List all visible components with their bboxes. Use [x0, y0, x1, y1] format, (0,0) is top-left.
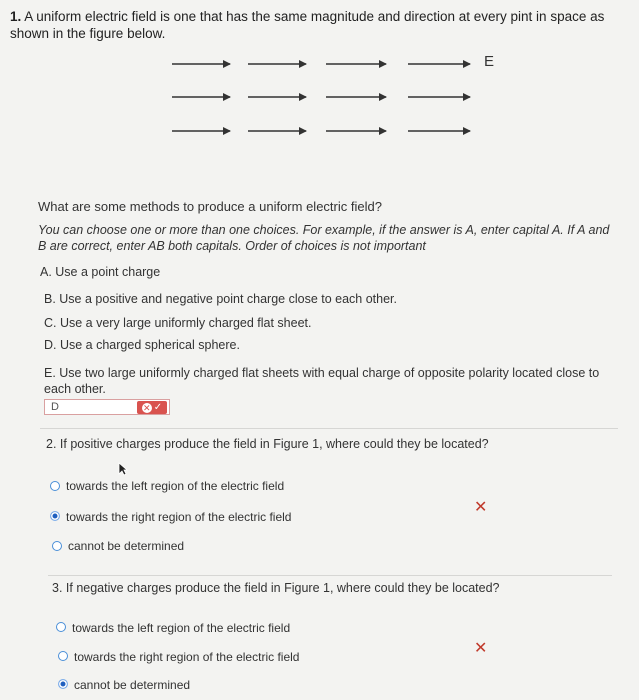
q2-option-undetermined-radio[interactable]	[52, 541, 62, 551]
question-1-number: 1.	[10, 9, 22, 24]
answer-input[interactable]	[44, 399, 170, 415]
q3-option-undetermined-radio[interactable]	[58, 679, 68, 689]
q2-option-right-radio[interactable]	[50, 511, 60, 521]
incorrect-badge	[137, 401, 167, 414]
q3-option-right-radio[interactable]	[58, 651, 68, 661]
answer-value: D	[51, 401, 59, 413]
q2-option-undetermined-label[interactable]: cannot be determined	[68, 539, 185, 553]
choice-b: B. Use a positive and negative point charge close to each other.	[44, 292, 398, 306]
choice-e: E. Use two large uniformly charged flat sheets with equal charge of opposite polarity located close to each other.	[44, 366, 600, 396]
q2-option-right-label[interactable]: towards the right region of the electric field	[66, 510, 292, 524]
question-2-prompt: 2. If positive charges produce the field in Figure 1, where could they be located?	[46, 437, 489, 451]
q3-incorrect-icon: ✕	[474, 640, 488, 657]
q3-option-left-label[interactable]: towards the left region of the electric field	[72, 621, 291, 635]
question-1-intro	[10, 8, 625, 42]
divider	[48, 575, 612, 576]
question-1-intro-text: A uniform electric field is one that has the same magnitude and direction at every pint in space as shown in the figure below.	[10, 9, 605, 41]
uniform-field-figure	[160, 52, 500, 144]
choice-d: D. Use a charged spherical sphere.	[44, 338, 240, 352]
q2-incorrect-icon: ✕	[474, 499, 488, 516]
choice-c: C. Use a very large uniformly charged flat sheet.	[44, 316, 312, 330]
q3-option-left-radio[interactable]	[56, 622, 66, 632]
q2-option-left-radio[interactable]	[50, 481, 60, 491]
choice-a: A. Use a point charge	[40, 265, 161, 279]
question-3-prompt: 3. If negative charges produce the field in Figure 1, where could they be located?	[52, 581, 500, 595]
q3-option-right-label[interactable]: towards the right region of the electric field	[74, 650, 300, 664]
q3-option-undetermined-label[interactable]: cannot be determined	[74, 678, 191, 692]
incorrect-x-icon: ✕	[143, 402, 151, 413]
cursor-icon	[118, 462, 128, 476]
divider	[40, 428, 618, 429]
question-1-instructions: You can choose one or more than one choices. For example, if the answer is A, enter capital A. If A and B are correct, enter AB both capitals. Order of choices is not important	[38, 223, 610, 253]
question-1-prompt: What are some methods to produce a uniform electric field?	[38, 199, 382, 214]
q2-option-left-label[interactable]: towards the left region of the electric field	[66, 479, 285, 493]
field-label: E	[484, 53, 495, 70]
check-icon: ✓	[153, 401, 163, 413]
